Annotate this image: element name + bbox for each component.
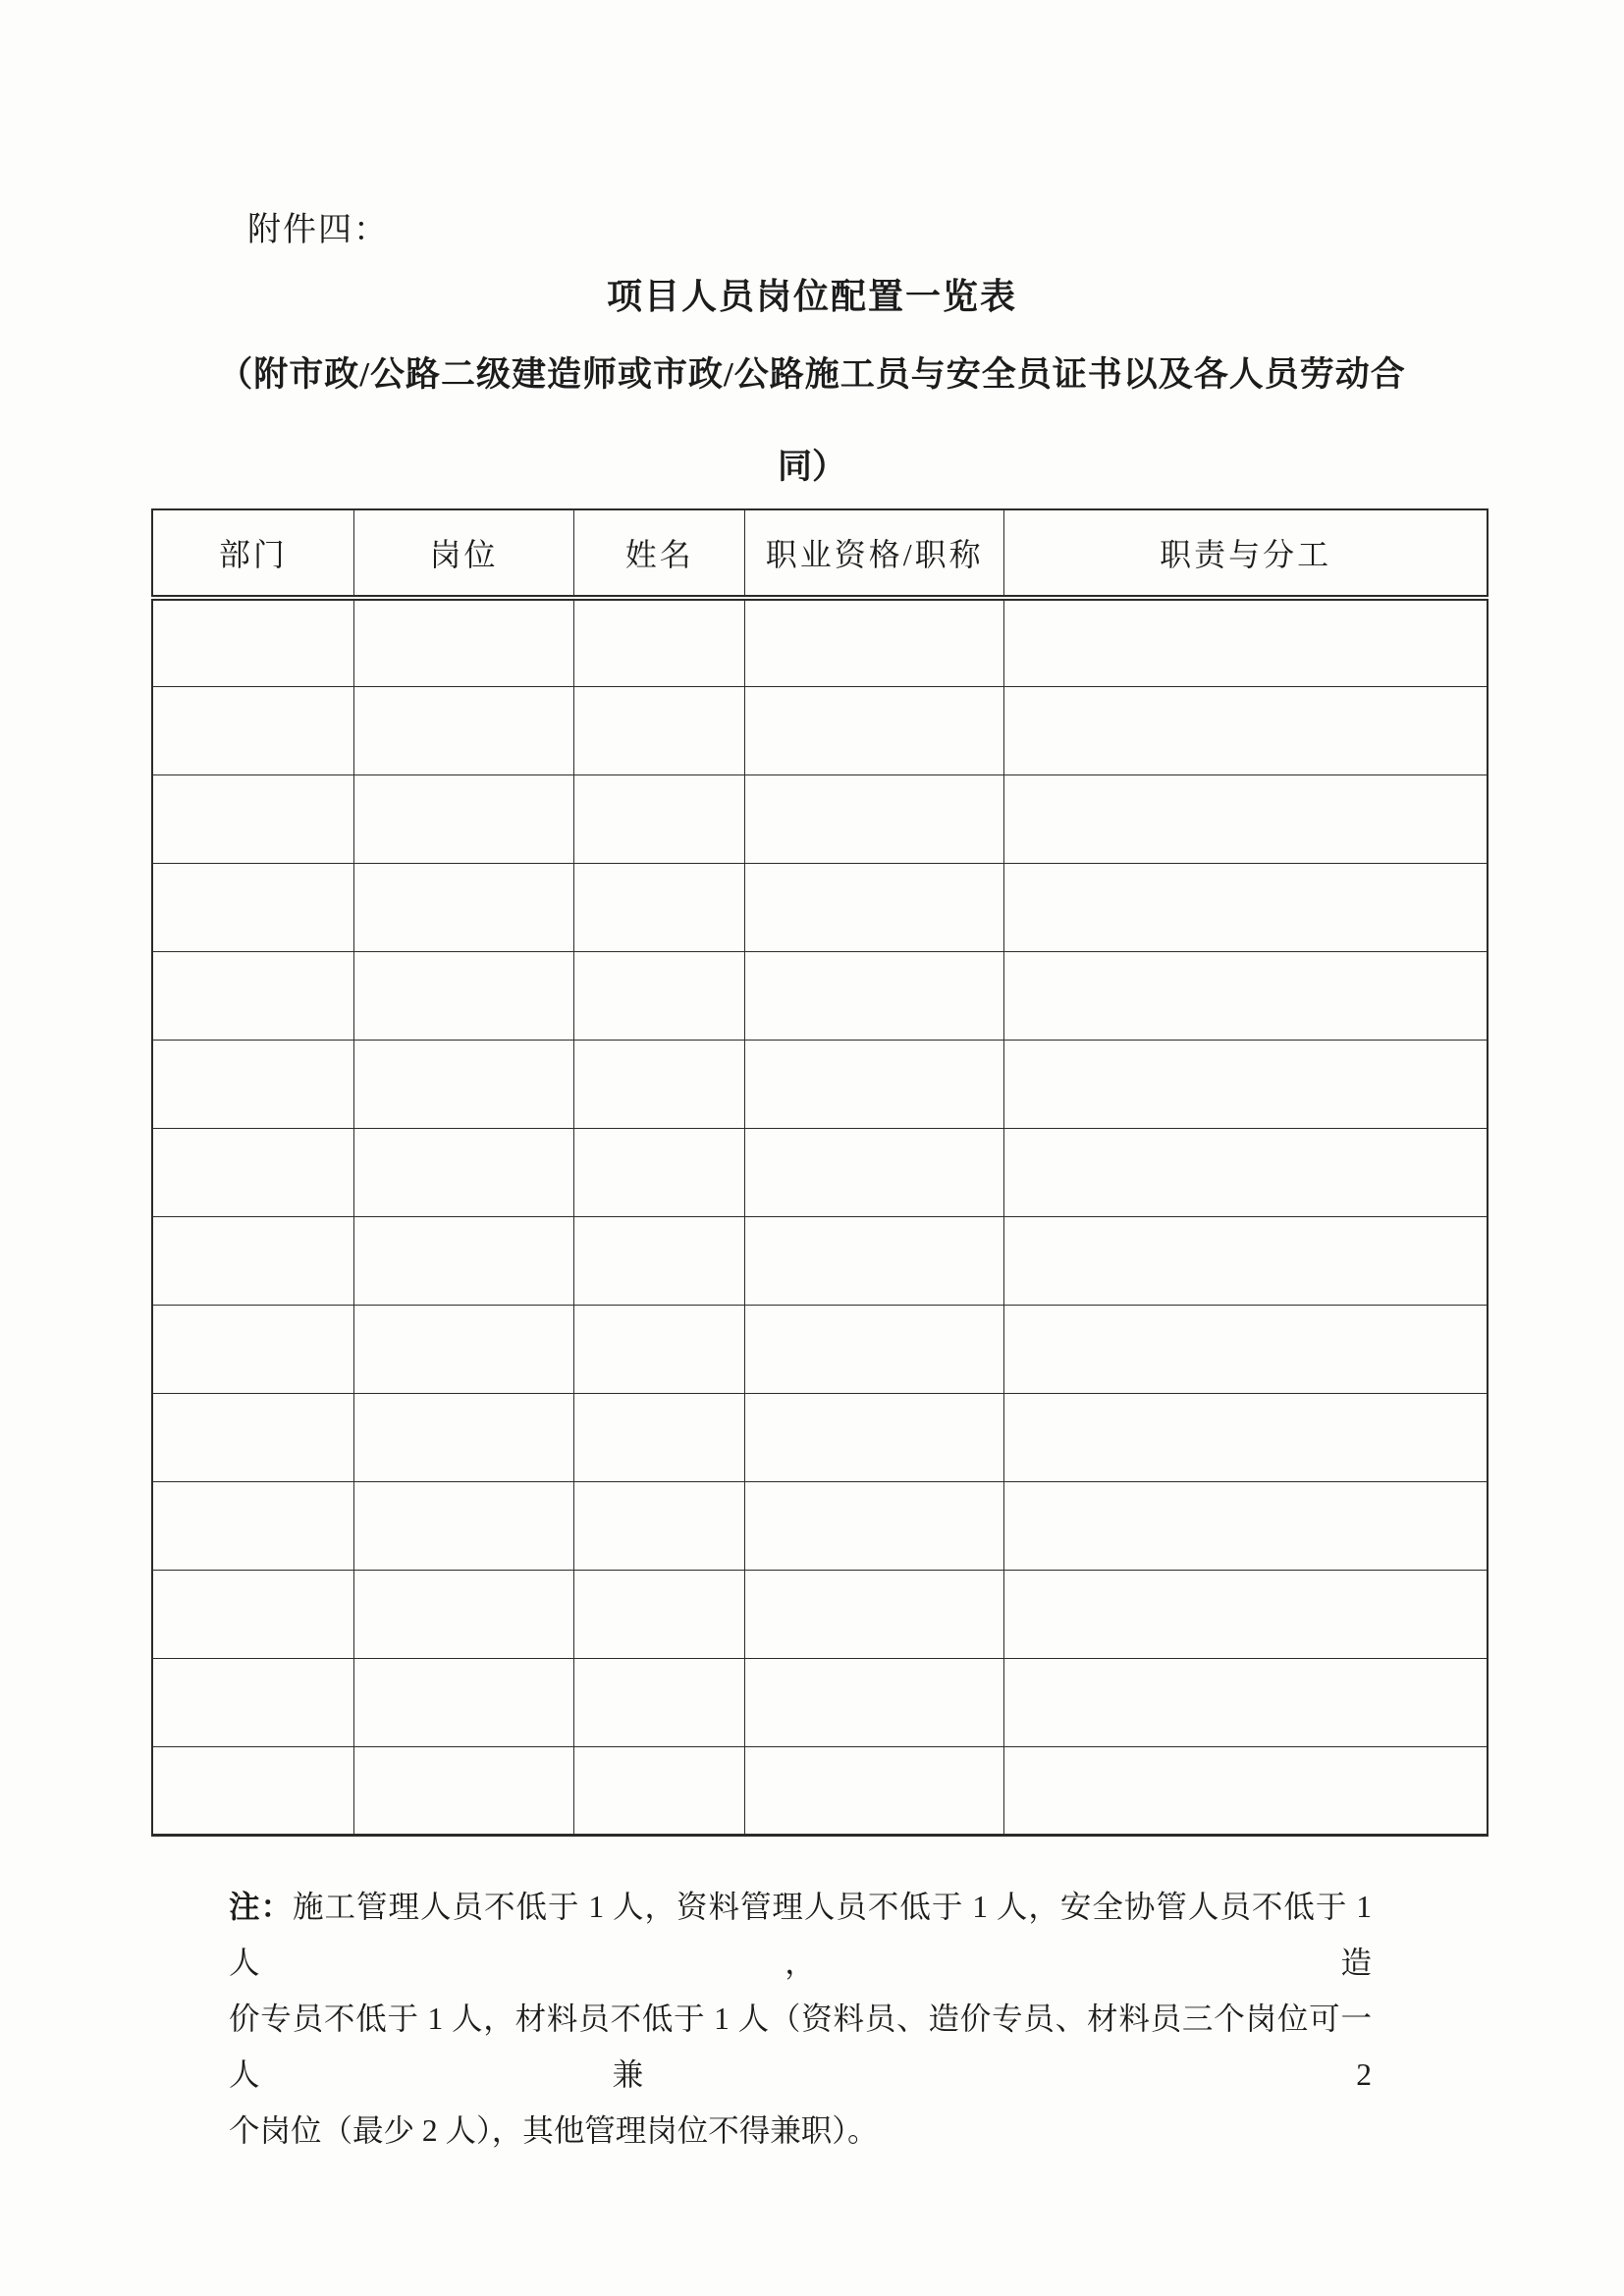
table-cell-empty <box>152 1305 353 1393</box>
table-cell-empty <box>353 1305 573 1393</box>
table-cell-empty <box>1004 1128 1488 1216</box>
table-cell-empty <box>1004 774 1488 863</box>
table-cell-empty <box>745 951 1004 1040</box>
table-cell-empty <box>574 774 745 863</box>
table-cell-empty <box>353 1746 573 1835</box>
attachment-label: 附件四： <box>247 212 389 248</box>
table-cell-empty <box>745 1040 1004 1128</box>
table-cell-empty <box>574 1570 745 1658</box>
table-cell-empty <box>353 598 573 686</box>
table-cell-empty <box>1004 1393 1488 1481</box>
table-row <box>152 1570 1488 1658</box>
table-cell-empty <box>353 1393 573 1481</box>
note-line-1 <box>229 1879 1372 1991</box>
table-cell-empty <box>745 1128 1004 1216</box>
table-cell-empty <box>745 1481 1004 1570</box>
header-cell-qualification: 职业资格/职称 <box>745 509 1004 598</box>
table-cell-empty <box>353 1040 573 1128</box>
position-table <box>151 508 1489 1837</box>
table-cell-empty <box>574 1393 745 1481</box>
table-cell-empty <box>574 1481 745 1570</box>
table-cell-empty <box>574 1746 745 1835</box>
table-cell-empty <box>574 598 745 686</box>
table-cell-empty <box>1004 1305 1488 1393</box>
table-cell-empty <box>353 1481 573 1570</box>
subtitle-line-1: （附市政/公路二级建造师或市政/公路施工员与安全员证书以及各人员劳动合 <box>218 355 1406 394</box>
table-row <box>152 863 1488 951</box>
table-cell-empty <box>152 598 353 686</box>
header-cell-duties: 职责与分工 <box>1004 509 1488 598</box>
table-cell-empty <box>745 774 1004 863</box>
table-cell-empty <box>152 774 353 863</box>
table-cell-empty <box>745 1570 1004 1658</box>
table-cell-empty <box>574 863 745 951</box>
table-cell-empty <box>574 1040 745 1128</box>
table-row <box>152 1216 1488 1305</box>
table-cell-empty <box>152 863 353 951</box>
table-cell-empty <box>353 951 573 1040</box>
table-cell-empty <box>152 1216 353 1305</box>
table-row <box>152 1128 1488 1216</box>
header-cell-position: 岗位 <box>353 509 573 598</box>
table-cell-empty <box>353 1570 573 1658</box>
table-row <box>152 1393 1488 1481</box>
table-cell-empty <box>745 686 1004 774</box>
table-cell-empty <box>152 686 353 774</box>
note-paragraph <box>229 1879 1372 2159</box>
table-header-row <box>152 509 1488 598</box>
header-cell-name: 姓名 <box>574 509 745 598</box>
table-cell-empty <box>574 686 745 774</box>
table-cell-empty <box>152 1570 353 1658</box>
table-cell-empty <box>353 774 573 863</box>
table-cell-empty <box>745 1216 1004 1305</box>
table-cell-empty <box>574 1658 745 1746</box>
table-cell-empty <box>353 1128 573 1216</box>
table-cell-empty <box>1004 863 1488 951</box>
table-row <box>152 1305 1488 1393</box>
table-cell-empty <box>574 951 745 1040</box>
note-line-3: 个岗位（最少 2 人），其他管理岗位不得兼职）。 <box>229 2113 879 2148</box>
table-cell-empty <box>152 1040 353 1128</box>
table-cell-empty <box>353 1658 573 1746</box>
table-cell-empty <box>1004 1040 1488 1128</box>
table-row <box>152 1481 1488 1570</box>
table-cell-empty <box>1004 1481 1488 1570</box>
subtitle-line-2: 同） <box>777 448 846 486</box>
table-cell-empty <box>152 1746 353 1835</box>
table-cell-empty <box>574 1305 745 1393</box>
table-row <box>152 686 1488 774</box>
note-line-2: 价专员不低于 1 人，材料员不低于 1 人（资料员、造价专员、材料员三个岗位可一人兼 2 <box>229 2002 1372 2092</box>
table-body <box>152 598 1488 1835</box>
table-cell-empty <box>745 1746 1004 1835</box>
table-cell-empty <box>152 1128 353 1216</box>
header-cell-department: 部门 <box>152 509 353 598</box>
table-cell-empty <box>745 1393 1004 1481</box>
table-row <box>152 1040 1488 1128</box>
table-cell-empty <box>1004 951 1488 1040</box>
table-row <box>152 1658 1488 1746</box>
table-cell-empty <box>1004 1746 1488 1835</box>
table-row <box>152 951 1488 1040</box>
table-cell-empty <box>745 1658 1004 1746</box>
table-cell-empty <box>1004 1570 1488 1658</box>
page-title: 项目人员岗位配置一览表 <box>606 277 1017 316</box>
table-cell-empty <box>152 1393 353 1481</box>
table-cell-empty <box>353 863 573 951</box>
table-cell-empty <box>745 863 1004 951</box>
note-prefix: 注： <box>229 1890 293 1924</box>
table-cell-empty <box>1004 686 1488 774</box>
table-cell-empty <box>1004 598 1488 686</box>
table-cell-empty <box>745 1305 1004 1393</box>
table-row <box>152 1746 1488 1835</box>
table-cell-empty <box>1004 1216 1488 1305</box>
table-cell-empty <box>745 598 1004 686</box>
table-cell-empty <box>152 1481 353 1570</box>
table-cell-empty <box>152 951 353 1040</box>
table-row <box>152 774 1488 863</box>
table-cell-empty <box>1004 1658 1488 1746</box>
table-cell-empty <box>574 1128 745 1216</box>
table-row <box>152 598 1488 686</box>
table-cell-empty <box>353 1216 573 1305</box>
table-cell-empty <box>353 686 573 774</box>
table-cell-empty <box>574 1216 745 1305</box>
table-cell-empty <box>152 1658 353 1746</box>
note-line-1-text: 施工管理人员不低于 1 人，资料管理人员不低于 1 人，安全协管人员不低于 1 人，造 <box>229 1890 1372 1980</box>
